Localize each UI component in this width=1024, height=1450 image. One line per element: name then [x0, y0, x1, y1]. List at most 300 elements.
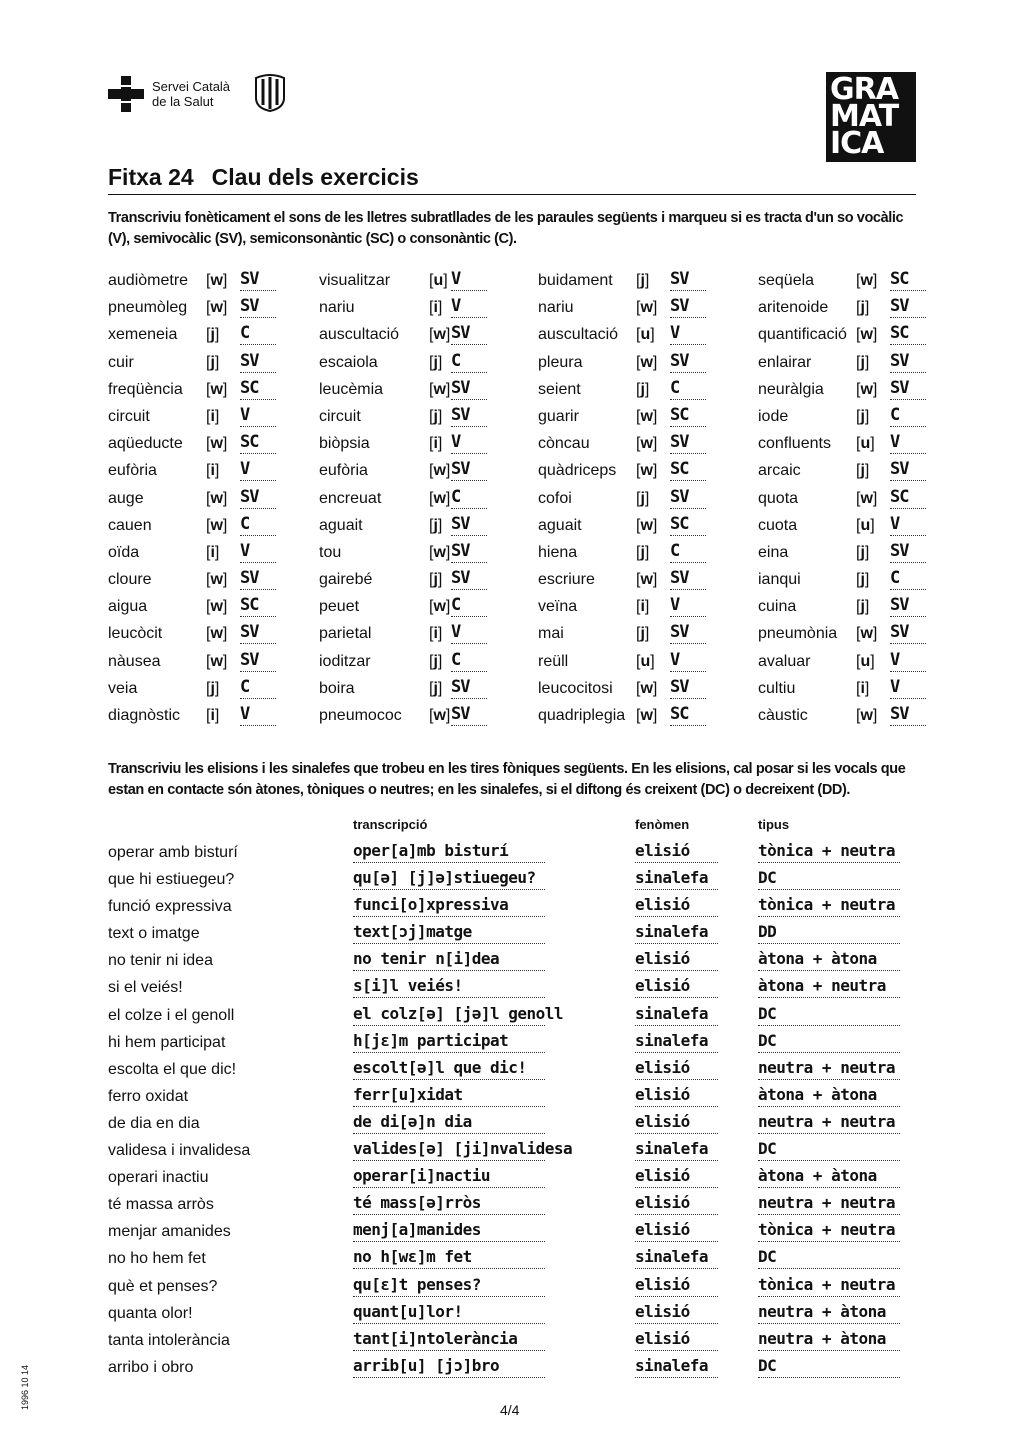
- type-field[interactable]: neutra + neutra: [758, 1193, 900, 1215]
- phonetic-symbol: [j]: [636, 543, 650, 561]
- word: boira: [319, 679, 355, 697]
- cross-icon: [108, 76, 144, 112]
- answer-field[interactable]: SV: [670, 351, 706, 373]
- transcription-field[interactable]: qu[ə] [j]ə]stiuegeu?: [353, 868, 545, 890]
- answer-field[interactable]: C: [890, 568, 926, 590]
- transcription-field[interactable]: el colz[ə] [jə]l genoll: [353, 1004, 545, 1026]
- phenomenon-field[interactable]: sinalefa: [635, 868, 718, 890]
- header-transcripcio: transcripció: [353, 817, 428, 832]
- exercise2-row: [108, 1329, 908, 1356]
- exercise2-row: [108, 1085, 908, 1112]
- phonetic-value: w: [433, 489, 446, 507]
- exercise2-row: [108, 1302, 908, 1329]
- exercise2-row: [108, 1166, 908, 1193]
- transcription-field[interactable]: operar[i]nactiu: [353, 1166, 545, 1188]
- phrase: text o imatge: [108, 925, 200, 943]
- answer-field[interactable]: SV: [670, 487, 706, 509]
- transcription-field[interactable]: no tenir n[i]dea: [353, 949, 545, 971]
- transcription-field[interactable]: qu[ɛ]t penses?: [353, 1275, 545, 1297]
- phonetic-value: w: [860, 380, 873, 398]
- phonetic-value: u: [860, 516, 871, 534]
- word: pneumònia: [758, 625, 838, 643]
- answer-field[interactable]: SV: [240, 622, 276, 644]
- answer-field[interactable]: SV: [240, 650, 276, 672]
- word: cultiu: [758, 679, 796, 697]
- phonetic-value: w: [210, 625, 223, 643]
- exercise2-row: [108, 895, 908, 922]
- exercise1-row: [108, 595, 924, 622]
- exercise1-row: [108, 459, 924, 486]
- phonetic-symbol: [w]: [206, 272, 228, 289]
- phonetic-symbol: [i]: [206, 462, 220, 480]
- phonetic-symbol: [w]: [636, 679, 658, 697]
- phenomenon-field[interactable]: sinalefa: [635, 1139, 718, 1161]
- phonetic-symbol: [i]: [429, 299, 443, 317]
- answer-field[interactable]: SC: [890, 269, 926, 291]
- brand-line-1: GRA: [830, 72, 898, 107]
- fitxa-number: Fitxa 24: [108, 164, 194, 190]
- answer-field[interactable]: V: [451, 296, 487, 318]
- answer-field[interactable]: V: [670, 323, 706, 345]
- answer-field[interactable]: SC: [240, 378, 276, 400]
- phonetic-symbol: [j]: [636, 272, 650, 289]
- word: auscultació: [319, 326, 400, 344]
- transcription-field[interactable]: text[ɔj]matge: [353, 922, 545, 944]
- answer-field[interactable]: SV: [890, 378, 926, 400]
- phonetic-symbol: [u]: [429, 272, 448, 289]
- word: seient: [538, 380, 581, 398]
- word: veïna: [538, 598, 578, 616]
- phonetic-value: w: [860, 272, 873, 289]
- phonetic-symbol: [u]: [856, 652, 875, 670]
- phonetic-value: u: [640, 652, 651, 670]
- type-field[interactable]: tònica + neutra: [758, 895, 900, 917]
- word: cauen: [108, 516, 152, 534]
- phrase: no tenir ni idea: [108, 952, 213, 970]
- answer-field[interactable]: C: [240, 323, 276, 345]
- phonetic-symbol: [i]: [206, 543, 220, 561]
- phonetic-symbol: [j]: [636, 380, 650, 398]
- answer-field[interactable]: SV: [451, 568, 487, 590]
- answer-field[interactable]: SC: [240, 595, 276, 617]
- answer-field[interactable]: C: [670, 378, 706, 400]
- answer-field[interactable]: SV: [670, 269, 706, 291]
- type-field[interactable]: neutra + neutra: [758, 1112, 900, 1134]
- phenomenon-field[interactable]: elisió: [635, 1302, 718, 1324]
- transcription-field[interactable]: escolt[ə]l que dic!: [353, 1058, 545, 1080]
- phonetic-symbol: [j]: [429, 652, 443, 670]
- logo-line-2: de la Salut: [152, 94, 214, 109]
- word: quadriplegia: [538, 707, 626, 724]
- answer-field[interactable]: SV: [240, 351, 276, 373]
- transcription-field[interactable]: arrib[u] [jɔ]bro: [353, 1356, 545, 1378]
- phenomenon-field[interactable]: sinalefa: [635, 1004, 718, 1026]
- answer-field[interactable]: SC: [670, 704, 706, 726]
- phonetic-symbol: [w]: [206, 652, 228, 670]
- word: aigua: [108, 598, 148, 616]
- answer-field[interactable]: V: [670, 595, 706, 617]
- phonetic-value: j: [860, 407, 865, 425]
- document-code: 1996 10 14: [20, 1364, 30, 1410]
- phonetic-symbol: [w]: [856, 272, 878, 289]
- phonetic-symbol: [i]: [429, 625, 443, 643]
- answer-field[interactable]: SV: [240, 296, 276, 318]
- phonetic-symbol: [u]: [636, 652, 655, 670]
- phrase: validesa i invalidesa: [108, 1142, 251, 1160]
- answer-field[interactable]: V: [890, 650, 926, 672]
- answer-field[interactable]: SV: [451, 323, 487, 345]
- phonetic-value: j: [640, 543, 645, 561]
- answer-field[interactable]: C: [451, 595, 487, 617]
- phenomenon-field[interactable]: sinalefa: [635, 1356, 718, 1378]
- title-text: Clau dels exercicis: [211, 164, 419, 190]
- answer-field[interactable]: SV: [451, 541, 487, 563]
- word: cofoi: [538, 489, 572, 507]
- phonetic-value: i: [860, 679, 865, 697]
- transcription-field[interactable]: ferr[u]xidat: [353, 1085, 545, 1107]
- word: oïda: [108, 543, 140, 561]
- word: aguait: [538, 516, 582, 534]
- answer-field[interactable]: C: [670, 541, 706, 563]
- answer-field[interactable]: V: [451, 432, 487, 454]
- phonetic-value: w: [210, 299, 223, 317]
- word: eufòria: [319, 462, 368, 480]
- type-field[interactable]: tònica + neutra: [758, 1220, 900, 1242]
- answer-field[interactable]: SC: [670, 459, 706, 481]
- phonetic-value: w: [433, 462, 446, 480]
- phonetic-symbol: [j]: [206, 353, 220, 371]
- word: nariu: [538, 299, 574, 317]
- servei-catala-logo: [108, 74, 308, 114]
- phenomenon-field[interactable]: elisió: [635, 1329, 718, 1351]
- answer-field[interactable]: V: [890, 677, 926, 699]
- logo-text: [152, 79, 230, 109]
- answer-field[interactable]: SC: [240, 432, 276, 454]
- answer-field[interactable]: SV: [240, 487, 276, 509]
- phonetic-value: j: [860, 299, 865, 317]
- phenomenon-field[interactable]: elisió: [635, 976, 718, 998]
- phonetic-value: w: [210, 516, 223, 534]
- phonetic-symbol: [j]: [856, 353, 870, 371]
- exercise1-row: [108, 405, 924, 432]
- phonetic-value: u: [860, 652, 871, 670]
- answer-field[interactable]: SV: [670, 568, 706, 590]
- phonetic-symbol: [j]: [856, 462, 870, 480]
- answer-field[interactable]: SC: [890, 487, 926, 509]
- phonetic-symbol: [w]: [206, 598, 228, 616]
- phenomenon-field[interactable]: elisió: [635, 1220, 718, 1242]
- transcription-field[interactable]: funci[o]xpressiva: [353, 895, 545, 917]
- answer-field[interactable]: C: [451, 650, 487, 672]
- phonetic-value: j: [210, 326, 215, 344]
- answer-field[interactable]: C: [240, 677, 276, 699]
- type-field[interactable]: DC: [758, 1031, 900, 1053]
- exercise2-row: [108, 1031, 908, 1058]
- answer-field[interactable]: V: [240, 405, 276, 427]
- answer-field[interactable]: SV: [240, 269, 276, 291]
- exercise1-row: [108, 432, 924, 459]
- transcription-field[interactable]: menj[a]manides: [353, 1220, 545, 1242]
- phonetic-symbol: [j]: [856, 407, 870, 425]
- phrase: no ho hem fet: [108, 1250, 206, 1268]
- answer-field[interactable]: SV: [451, 704, 487, 726]
- answer-field[interactable]: V: [890, 514, 926, 536]
- phonetic-value: w: [210, 652, 223, 670]
- phonetic-symbol: [u]: [636, 326, 655, 344]
- phonetic-symbol: [w]: [206, 299, 228, 317]
- word: pneumococ: [319, 707, 402, 724]
- answer-field[interactable]: V: [240, 459, 276, 481]
- word: quàdriceps: [538, 462, 617, 480]
- exercise1-row: [108, 541, 924, 568]
- phonetic-symbol: [i]: [856, 679, 870, 697]
- phenomenon-field[interactable]: elisió: [635, 1112, 718, 1134]
- phonetic-value: w: [640, 407, 653, 425]
- word: veia: [108, 679, 138, 697]
- phonetic-value: u: [860, 435, 871, 453]
- phenomenon-field[interactable]: sinalefa: [635, 922, 718, 944]
- phonetic-value: w: [640, 707, 653, 724]
- phonetic-value: w: [210, 598, 223, 616]
- phonetic-value: w: [210, 435, 223, 453]
- phrase: funció expressiva: [108, 898, 232, 916]
- generalitat-seal-icon: [254, 74, 286, 112]
- phenomenon-field[interactable]: elisió: [635, 895, 718, 917]
- answer-field[interactable]: SC: [890, 323, 926, 345]
- phonetic-symbol: [u]: [856, 435, 875, 453]
- type-field[interactable]: neutra + neutra: [758, 1058, 900, 1080]
- transcription-field[interactable]: no h[wɛ]m fet: [353, 1247, 545, 1269]
- type-field[interactable]: DC: [758, 1356, 900, 1378]
- exercise1-row: [108, 622, 924, 649]
- word: confluents: [758, 435, 831, 453]
- phonetic-value: w: [433, 543, 446, 561]
- phonetic-symbol: [j]: [206, 679, 220, 697]
- phonetic-symbol: [w]: [429, 489, 451, 507]
- answer-field[interactable]: V: [670, 650, 706, 672]
- phonetic-symbol: [w]: [636, 571, 658, 589]
- phonetic-symbol: [w]: [856, 489, 878, 507]
- phonetic-value: j: [860, 543, 865, 561]
- word: circuit: [108, 407, 150, 425]
- answer-field[interactable]: SV: [890, 459, 926, 481]
- phenomenon-field[interactable]: elisió: [635, 841, 718, 863]
- answer-field[interactable]: SV: [670, 677, 706, 699]
- type-field[interactable]: DD: [758, 922, 900, 944]
- transcription-field[interactable]: h[jɛ]m participat: [353, 1031, 545, 1053]
- answer-field[interactable]: SV: [890, 541, 926, 563]
- answer-field[interactable]: SV: [670, 296, 706, 318]
- phonetic-value: j: [860, 571, 865, 589]
- phonetic-symbol: [j]: [856, 598, 870, 616]
- phonetic-value: w: [433, 707, 446, 724]
- phonetic-value: w: [210, 571, 223, 589]
- phonetic-symbol: [j]: [856, 571, 870, 589]
- answer-field[interactable]: V: [240, 541, 276, 563]
- answer-field[interactable]: SC: [670, 405, 706, 427]
- phonetic-value: j: [433, 516, 438, 534]
- phonetic-value: j: [433, 679, 438, 697]
- word: pneumòleg: [108, 299, 188, 317]
- phrase: quanta olor!: [108, 1304, 193, 1322]
- type-field[interactable]: àtona + neutra: [758, 976, 900, 998]
- answer-field[interactable]: V: [451, 622, 487, 644]
- word: xemeneia: [108, 326, 178, 344]
- answer-field[interactable]: V: [451, 269, 487, 291]
- exercise2-row: [108, 976, 908, 1003]
- phonetic-symbol: [j]: [429, 407, 443, 425]
- phrase: operar amb bisturí: [108, 844, 238, 861]
- word: escriure: [538, 571, 595, 589]
- word: gairebé: [319, 571, 373, 589]
- transcription-field[interactable]: s[i]l veiés!: [353, 976, 545, 998]
- answer-field[interactable]: SV: [240, 568, 276, 590]
- answer-field[interactable]: SV: [451, 459, 487, 481]
- phenomenon-field[interactable]: elisió: [635, 1193, 718, 1215]
- type-field[interactable]: àtona + àtona: [758, 1166, 900, 1188]
- word: neuràlgia: [758, 380, 824, 398]
- answer-field[interactable]: SV: [451, 514, 487, 536]
- phrase: operari inactiu: [108, 1169, 209, 1187]
- phrase: hi hem participat: [108, 1033, 226, 1051]
- answer-field[interactable]: SV: [890, 704, 926, 726]
- answer-field[interactable]: C: [451, 487, 487, 509]
- phonetic-value: w: [210, 380, 223, 398]
- phenomenon-field[interactable]: sinalefa: [635, 1247, 718, 1269]
- answer-field[interactable]: SV: [451, 677, 487, 699]
- phonetic-value: j: [860, 462, 865, 480]
- phonetic-symbol: [u]: [856, 516, 875, 534]
- phonetic-symbol: [j]: [429, 571, 443, 589]
- word: biòpsia: [319, 435, 370, 453]
- transcription-field[interactable]: valides[ə] [ji]nvalidesa: [353, 1139, 545, 1161]
- transcription-field[interactable]: quant[u]lor!: [353, 1302, 545, 1324]
- phonetic-value: w: [860, 326, 873, 344]
- exercise1-row: [108, 514, 924, 541]
- exercise2-row: [108, 949, 908, 976]
- phonetic-value: w: [860, 707, 873, 724]
- type-field[interactable]: tònica + neutra: [758, 841, 900, 863]
- phonetic-value: j: [640, 625, 645, 643]
- answer-field[interactable]: V: [240, 704, 276, 726]
- exercise1-row: [108, 296, 924, 323]
- type-field[interactable]: tònica + neutra: [758, 1275, 900, 1297]
- exercise1-row: [108, 568, 924, 595]
- word: quota: [758, 489, 799, 507]
- answer-field[interactable]: SV: [670, 432, 706, 454]
- type-field[interactable]: neutra + àtona: [758, 1329, 900, 1351]
- phonetic-symbol: [w]: [429, 462, 451, 480]
- phenomenon-field[interactable]: elisió: [635, 1166, 718, 1188]
- phrase: escolta el que dic!: [108, 1060, 237, 1078]
- type-field[interactable]: àtona + àtona: [758, 1085, 900, 1107]
- word: guarir: [538, 407, 579, 425]
- answer-field[interactable]: SC: [670, 514, 706, 536]
- word: arcaic: [758, 462, 801, 480]
- answer-field[interactable]: C: [240, 514, 276, 536]
- phonetic-symbol: [j]: [856, 543, 870, 561]
- answer-field[interactable]: SV: [890, 595, 926, 617]
- phonetic-symbol: [w]: [856, 625, 878, 643]
- phonetic-symbol: [w]: [206, 571, 228, 589]
- phonetic-value: i: [433, 435, 438, 453]
- transcription-field[interactable]: de di[ə]n dia: [353, 1112, 545, 1134]
- type-field[interactable]: neutra + àtona: [758, 1302, 900, 1324]
- phonetic-symbol: [w]: [636, 353, 658, 371]
- phonetic-value: i: [210, 462, 215, 480]
- word: aqüeducte: [108, 435, 183, 453]
- answer-field[interactable]: SV: [451, 378, 487, 400]
- word: diagnòstic: [108, 707, 181, 724]
- type-field[interactable]: DC: [758, 868, 900, 890]
- answer-field[interactable]: SV: [670, 622, 706, 644]
- phrase: què et penses?: [108, 1277, 218, 1295]
- phrase: tanta intolerància: [108, 1331, 230, 1349]
- word: iode: [758, 407, 789, 425]
- phonetic-value: j: [210, 353, 215, 371]
- word: mai: [538, 625, 564, 643]
- word: ioditzar: [319, 652, 371, 670]
- answer-field[interactable]: SV: [451, 405, 487, 427]
- phonetic-value: i: [640, 598, 645, 616]
- answer-field[interactable]: SV: [890, 622, 926, 644]
- transcription-field[interactable]: tant[i]ntolerància: [353, 1329, 545, 1351]
- type-field[interactable]: DC: [758, 1247, 900, 1269]
- exercise2-row: [108, 1139, 908, 1166]
- answer-field[interactable]: C: [890, 405, 926, 427]
- phenomenon-field[interactable]: elisió: [635, 1085, 718, 1107]
- answer-field[interactable]: V: [890, 432, 926, 454]
- header-fenomen: fenòmen: [635, 817, 690, 832]
- phonetic-symbol: [w]: [206, 489, 228, 507]
- exercise2-row: [108, 868, 908, 895]
- exercise2-row: [108, 922, 908, 949]
- phenomenon-field[interactable]: elisió: [635, 949, 718, 971]
- type-field[interactable]: DC: [758, 1139, 900, 1161]
- answer-field[interactable]: SV: [890, 351, 926, 373]
- answer-field[interactable]: C: [451, 351, 487, 373]
- type-field[interactable]: DC: [758, 1004, 900, 1026]
- word: càustic: [758, 707, 808, 724]
- word: buidament: [538, 272, 613, 289]
- exercise1-instructions: Transcriviu fonèticament el sons de les lletres subratllades de les paraules següents i marqueu si es tracta d'un so vocàlic (V), semivocàlic (SV), semiconsonàntic (SC) o consonàntic (C).: [108, 210, 904, 247]
- phenomenon-field[interactable]: sinalefa: [635, 1031, 718, 1053]
- phonetic-value: i: [433, 625, 438, 643]
- phenomenon-field[interactable]: elisió: [635, 1058, 718, 1080]
- exercise2-row: [108, 1193, 908, 1220]
- phonetic-value: j: [640, 272, 645, 289]
- gramatica-logo: [826, 72, 916, 162]
- phenomenon-field[interactable]: elisió: [635, 1275, 718, 1297]
- phrase: el colze i el genoll: [108, 1006, 235, 1024]
- phonetic-symbol: [w]: [636, 462, 658, 480]
- phonetic-symbol: [i]: [206, 707, 220, 724]
- phonetic-value: i: [210, 543, 215, 561]
- transcription-field[interactable]: té mass[ə]rròs: [353, 1193, 545, 1215]
- phonetic-value: w: [433, 326, 446, 344]
- page-number: 4/4: [500, 1402, 520, 1418]
- phonetic-symbol: [w]: [636, 299, 658, 317]
- answer-field[interactable]: SV: [890, 296, 926, 318]
- transcription-field[interactable]: oper[a]mb bisturí: [353, 841, 545, 863]
- exercise1-row: [108, 650, 924, 677]
- phrase: que hi estiuegeu?: [108, 871, 235, 889]
- phonetic-symbol: [j]: [856, 299, 870, 317]
- exercise2-row: [108, 1058, 908, 1085]
- type-field[interactable]: àtona + àtona: [758, 949, 900, 971]
- word: encreuat: [319, 489, 382, 507]
- phonetic-value: u: [433, 272, 444, 289]
